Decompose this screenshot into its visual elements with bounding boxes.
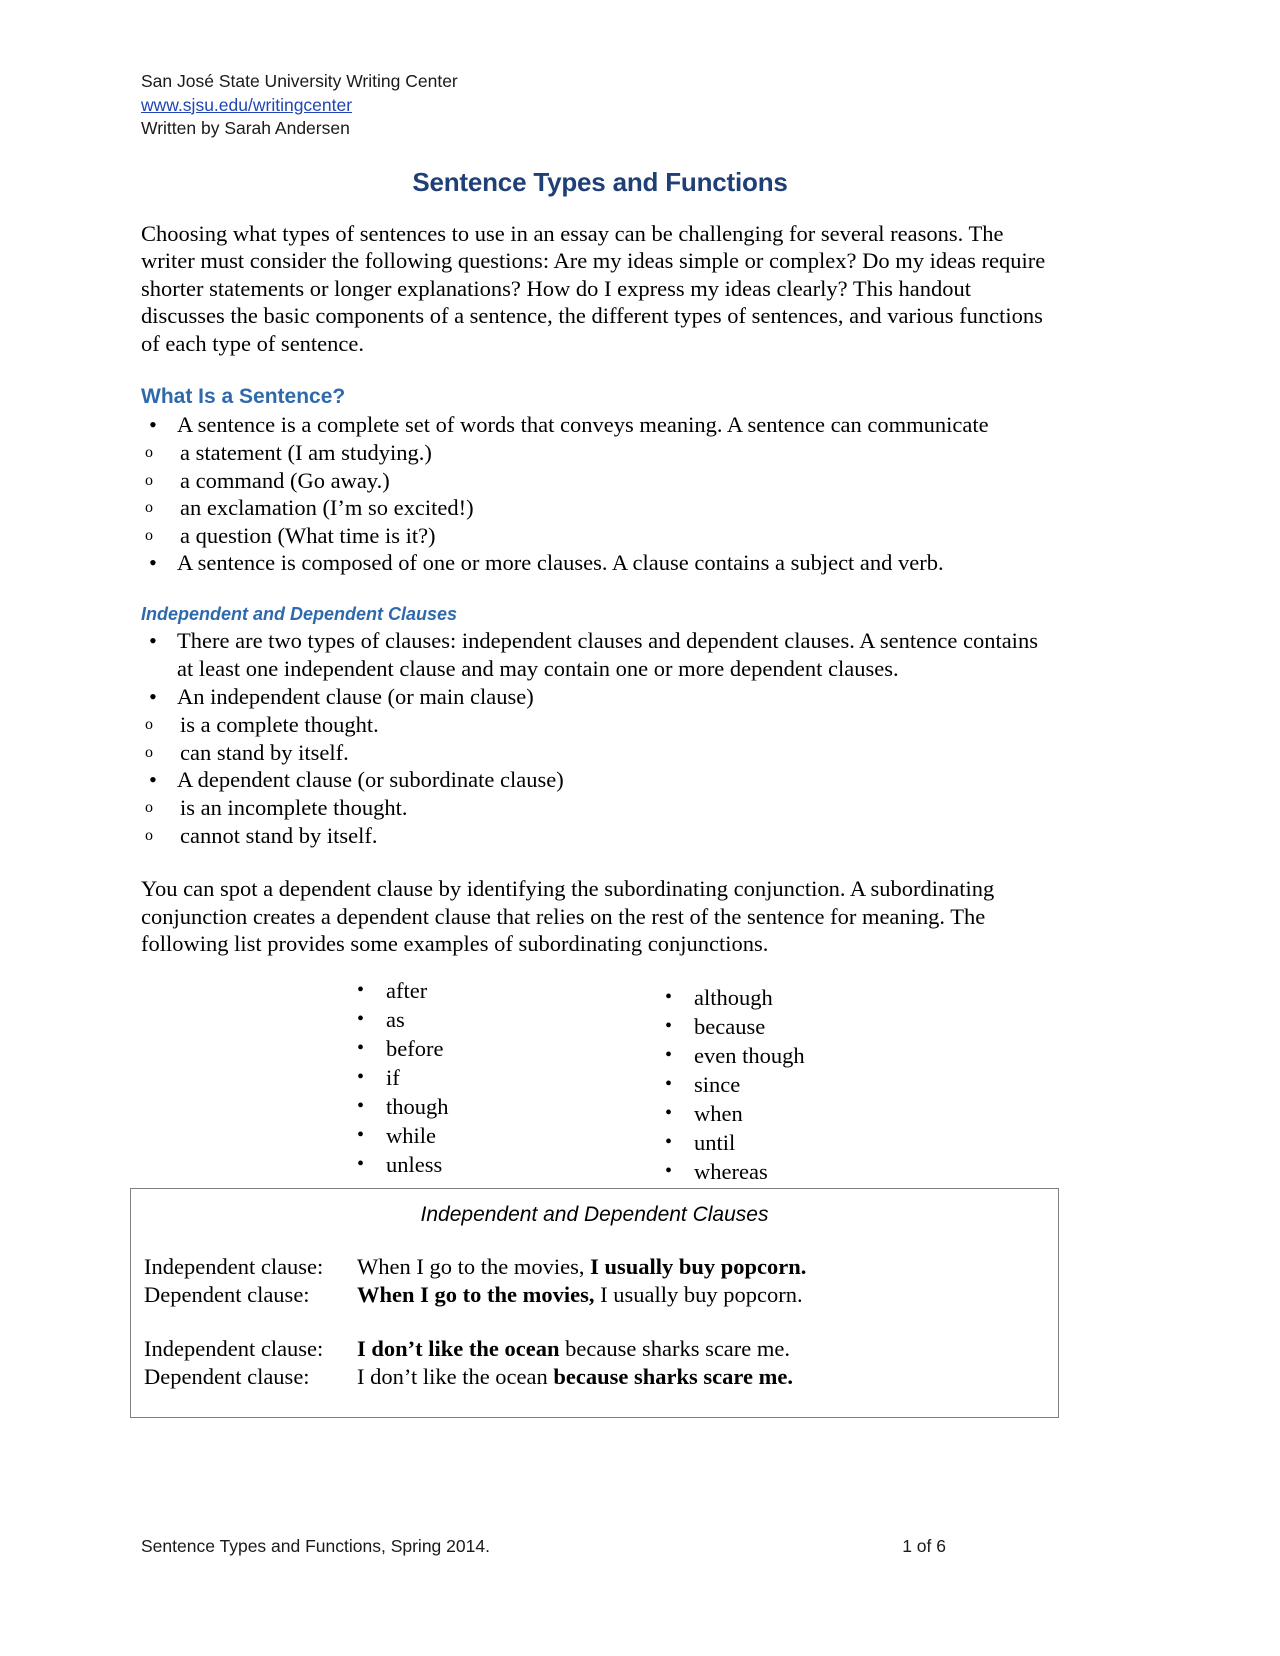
list-item: [353, 1150, 449, 1179]
list-item-text: a question (What time is it?): [180, 522, 436, 548]
example-label: Independent clause:: [144, 1335, 324, 1361]
conjunction-text: if: [386, 1064, 400, 1090]
list-item: [141, 494, 1059, 522]
sentence-bullet-list-2: [141, 549, 1059, 577]
example-group-2: [144, 1335, 1058, 1391]
section-heading-what-is-a-sentence: What Is a Sentence?: [141, 385, 346, 408]
masthead: [141, 70, 1059, 141]
example-plain-before: When I go to the movies,: [357, 1253, 591, 1279]
bullet-icon: •: [357, 1094, 365, 1117]
list-item: [141, 739, 1059, 767]
list-item: [141, 439, 1059, 467]
list-item: [353, 1034, 449, 1063]
list-item-text: can stand by itself.: [180, 739, 349, 765]
list-item-text: a command (Go away.): [180, 467, 390, 493]
bullet-icon: •: [665, 1130, 673, 1153]
example-plain-after: because sharks scare me.: [559, 1335, 791, 1361]
example-spacer: [131, 1309, 1058, 1335]
subsection-heading-clauses: Independent and Dependent Clauses: [141, 604, 458, 624]
circle-bullet-icon: o: [145, 444, 153, 461]
bullet-icon: •: [357, 978, 365, 1001]
list-item-text: cannot stand by itself.: [180, 822, 378, 848]
example-row: [144, 1335, 1058, 1363]
circle-bullet-icon: o: [145, 471, 153, 489]
example-plain-before: I don’t like the ocean: [357, 1363, 554, 1389]
conjunction-text: since: [694, 1071, 741, 1097]
list-item-text: is an incomplete thought.: [180, 795, 408, 820]
example-bold: When I go to the movies,: [357, 1281, 595, 1307]
list-item: [353, 1063, 449, 1092]
example-label: Independent clause:: [144, 1253, 324, 1279]
list-item-text: an exclamation (I’m so excited!): [180, 495, 474, 520]
list-item: [353, 976, 449, 1005]
bullet-icon: •: [357, 1152, 365, 1175]
page-title: Sentence Types and Functions: [412, 166, 788, 197]
clauses-bullet-list: [141, 627, 1059, 711]
subordinating-conjunction-paragraph: You can spot a dependent clause by identifying the subordinating conjunction. A subordinating conjunction creates a dependent clause that relies on the rest of the sentence for meaning. The following list provides some examples of subordinating conjunctions.: [141, 876, 995, 956]
list-item-text: A sentence is composed of one or more clauses. A clause contains a subject and verb.: [177, 550, 944, 575]
list-item-text: a statement (I am studying.): [180, 440, 432, 465]
circle-bullet-icon: o: [145, 799, 153, 816]
dependent-clause-points: [141, 794, 1059, 849]
bullet-icon: •: [149, 684, 157, 709]
sentence-sub-bullet-list: [141, 439, 1059, 549]
independent-clause-points: [141, 711, 1059, 766]
example-group-1: [144, 1253, 1058, 1309]
example-bold: because sharks scare me.: [553, 1363, 793, 1389]
conjunction-text: until: [694, 1129, 736, 1155]
author-line: Written by Sarah Andersen: [141, 118, 350, 138]
bullet-icon: •: [665, 1043, 673, 1066]
example-row: [144, 1281, 1058, 1309]
list-item: [661, 1070, 805, 1099]
bullet-icon: •: [149, 550, 157, 575]
conjunction-lists: [141, 976, 1059, 1186]
conjunction-text: as: [386, 1006, 405, 1032]
list-item-text: A dependent clause (or subordinate clause): [177, 767, 564, 792]
bullet-icon: •: [665, 1072, 673, 1095]
example-bold: I don’t like the ocean: [357, 1335, 560, 1361]
example-sentence: [357, 1253, 1058, 1281]
example-sentence: [357, 1335, 1058, 1363]
circle-bullet-icon: o: [145, 826, 153, 844]
list-item: [353, 1092, 449, 1121]
intro-paragraph: Choosing what types of sentences to use in an essay can be challenging for several reasons. The writer must consider the following questions: Are my ideas simple or complex? Do my ideas require shorter statements or longer explanations? How do I express my ideas clearly? This handout discusses the basic components of a sentence, the different types of sentences, and various functions of each type of sentence.: [141, 220, 1046, 356]
list-item: [353, 1005, 449, 1034]
bullet-icon: •: [357, 1065, 365, 1088]
list-item: [661, 1012, 805, 1041]
dependent-clause-bullet: [141, 766, 1059, 794]
bullet-icon: •: [149, 767, 157, 792]
example-sentence: [357, 1363, 1058, 1391]
conjunction-text: whereas: [694, 1158, 768, 1184]
list-item: [141, 627, 1059, 683]
conjunction-text: before: [386, 1035, 444, 1061]
list-item: [661, 1157, 805, 1186]
example-box: [130, 1188, 1059, 1418]
bullet-icon: •: [357, 1123, 365, 1146]
sentence-bullet-list: [141, 411, 1059, 439]
footer-title: Sentence Types and Functions, Spring 2014.: [141, 1536, 490, 1556]
list-item-text: There are two types of clauses: independent clauses and dependent clauses. A sentence contains at least one independent clause and may contain one or more dependent clauses.: [177, 628, 1038, 681]
list-item: [141, 549, 1059, 577]
example-box-title: Independent and Dependent Clauses: [420, 1202, 769, 1226]
example-plain-after: I usually buy popcorn.: [594, 1281, 803, 1307]
list-item: [141, 467, 1059, 495]
example-bold: I usually buy popcorn.: [590, 1253, 807, 1279]
conjunction-text: while: [386, 1122, 436, 1148]
example-row: [144, 1363, 1058, 1391]
list-item: [661, 983, 805, 1012]
list-item: [141, 522, 1059, 550]
circle-bullet-icon: o: [145, 499, 153, 516]
document-content: [141, 70, 1059, 1418]
bullet-icon: •: [665, 985, 673, 1008]
page-footer: [141, 1536, 1059, 1557]
example-label: Dependent clause:: [144, 1281, 310, 1307]
writing-center-link[interactable]: www.sjsu.edu/writingcenter: [141, 94, 353, 115]
conjunction-text: although: [694, 984, 773, 1010]
list-item: [661, 1041, 805, 1070]
bullet-icon: •: [665, 1101, 673, 1124]
circle-bullet-icon: o: [145, 716, 153, 733]
bullet-icon: •: [357, 1007, 365, 1030]
list-item: [141, 766, 1059, 794]
conjunction-column-right: [661, 983, 805, 1186]
bullet-icon: •: [357, 1036, 365, 1059]
circle-bullet-icon: o: [145, 743, 153, 761]
bullet-icon: •: [665, 1159, 673, 1182]
list-item: [141, 822, 1059, 850]
list-item: [661, 1099, 805, 1128]
conjunction-text: even though: [694, 1042, 805, 1068]
list-item: [141, 683, 1059, 711]
list-item: [661, 1128, 805, 1157]
organization-name: San José State University Writing Center: [141, 71, 458, 91]
conjunction-text: unless: [386, 1151, 443, 1177]
circle-bullet-icon: o: [145, 526, 153, 544]
list-item: [353, 1121, 449, 1150]
page-number: 1 of 6: [902, 1536, 946, 1556]
bullet-icon: •: [149, 628, 157, 653]
example-label: Dependent clause:: [144, 1363, 310, 1389]
list-item-text: An independent clause (or main clause): [177, 684, 534, 709]
conjunction-text: because: [694, 1013, 766, 1039]
list-item: [141, 711, 1059, 739]
conjunction-text: after: [386, 977, 428, 1003]
conjunction-text: when: [694, 1100, 743, 1126]
bullet-icon: •: [665, 1014, 673, 1037]
example-sentence: [357, 1281, 1058, 1309]
example-row: [144, 1253, 1058, 1281]
conjunction-column-left: [353, 976, 449, 1179]
list-item: [141, 794, 1059, 822]
list-item: [141, 411, 1059, 439]
list-item-text: is a complete thought.: [180, 712, 379, 737]
list-item-text: A sentence is a complete set of words that conveys meaning. A sentence can communicate: [177, 412, 989, 437]
conjunction-text: though: [386, 1093, 449, 1119]
bullet-icon: •: [149, 412, 157, 437]
